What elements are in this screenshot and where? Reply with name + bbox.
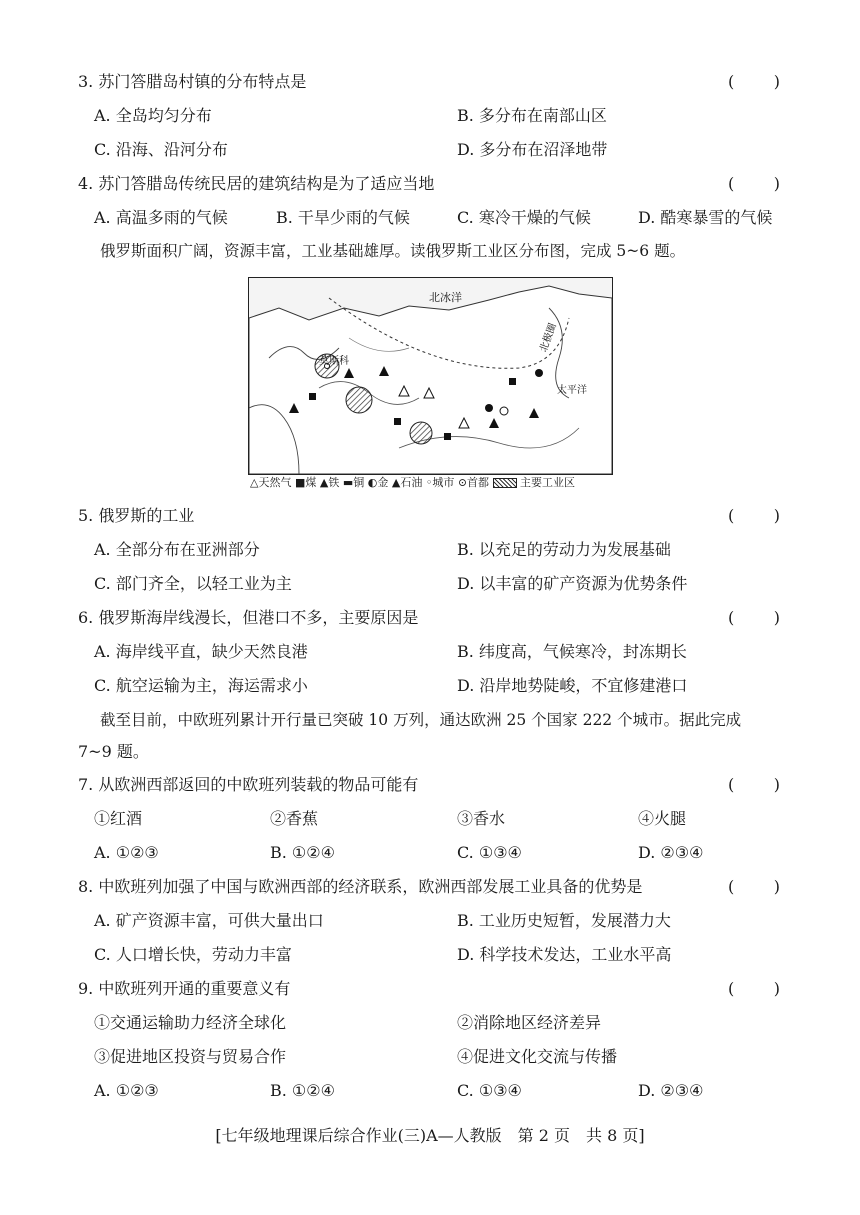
q9-answer-bracket: ( ) <box>728 979 780 998</box>
q7-option-b: B. ①②④ <box>270 843 335 862</box>
map-label-arctic-circle: 北极圈 <box>538 321 559 354</box>
legend-hatch-swatch <box>493 478 517 488</box>
legend-copper: ▬铜 <box>342 476 365 489</box>
q6-stem: 6. 俄罗斯海岸线漫长，但港口不多，主要原因是 <box>78 608 419 627</box>
q4-answer-bracket: ( ) <box>728 174 780 193</box>
q6-answer-bracket: ( ) <box>728 608 780 627</box>
q8-option-c: C. 人口增长快，劳动力丰富 <box>94 945 292 964</box>
q3-answer-bracket: ( ) <box>728 72 780 91</box>
q4-option-a: A. 高温多雨的气候 <box>94 208 228 227</box>
q9-option-a: A. ①②③ <box>94 1081 159 1100</box>
q7-item-4: ④火腿 <box>638 809 687 828</box>
intro-russia: 俄罗斯面积广阔，资源丰富，工业基础雄厚。读俄罗斯工业区分布图，完成 5~6 题。 <box>100 242 686 260</box>
q6-option-a: A. 海岸线平直，缺少天然良港 <box>94 642 308 661</box>
q4-option-d: D. 酷寒暴雪的气候 <box>638 208 773 227</box>
legend-iron: ▲铁 <box>319 476 340 489</box>
q5-option-d: D. 以丰富的矿产资源为优势条件 <box>457 574 688 593</box>
q3-option-a: A. 全岛均匀分布 <box>94 106 212 125</box>
q5-stem: 5. 俄罗斯的工业 <box>78 506 195 525</box>
q4-stem: 4. 苏门答腊岛传统民居的建筑结构是为了适应当地 <box>78 174 435 193</box>
q7-item-3: ③香水 <box>457 809 506 828</box>
map-graphic <box>249 278 612 474</box>
q8-option-a: A. 矿产资源丰富，可供大量出口 <box>94 911 324 930</box>
q7-answer-bracket: ( ) <box>728 775 780 794</box>
map-label-pacific: 太平洋 <box>557 385 587 396</box>
q7-option-d: D. ②③④ <box>638 843 704 862</box>
q9-item-4: ④促进文化交流与传播 <box>457 1047 618 1066</box>
q9-stem: 9. 中欧班列开通的重要意义有 <box>78 979 291 998</box>
q7-item-1: ①红酒 <box>94 809 143 828</box>
q8-answer-bracket: ( ) <box>728 877 780 896</box>
legend-city: ◦城市 <box>425 476 455 489</box>
q4-option-c: C. 寒冷干燥的气候 <box>457 208 591 227</box>
legend-gold: ◐金 <box>367 476 389 489</box>
intro-china-europe-railway-cont: 7~9 题。 <box>78 742 149 761</box>
russia-industry-map <box>248 277 613 475</box>
map-legend <box>250 476 575 490</box>
q9-option-b: B. ①②④ <box>270 1081 335 1100</box>
q9-item-1: ①交通运输助力经济全球化 <box>94 1013 287 1032</box>
q8-stem: 8. 中欧班列加强了中国与欧洲西部的经济联系，欧洲西部发展工业具备的优势是 <box>78 877 643 896</box>
q4-option-b: B. 干旱少雨的气候 <box>276 208 410 227</box>
q5-option-c: C. 部门齐全，以轻工业为主 <box>94 574 292 593</box>
q9-option-d: D. ②③④ <box>638 1081 704 1100</box>
q7-option-a: A. ①②③ <box>94 843 159 862</box>
map-label-moscow: 莫斯科 <box>319 356 349 367</box>
legend-capital: ⊙首都 <box>457 476 490 489</box>
legend-coal: ■煤 <box>294 476 317 489</box>
q9-option-c: C. ①③④ <box>457 1081 522 1100</box>
q3-option-c: C. 沿海、沿河分布 <box>94 140 228 159</box>
q7-stem: 7. 从欧洲西部返回的中欧班列装载的物品可能有 <box>78 775 419 794</box>
q8-option-d: D. 科学技术发达，工业水平高 <box>457 945 672 964</box>
legend-oil: ▲石油 <box>391 476 423 489</box>
q5-answer-bracket: ( ) <box>728 506 780 525</box>
q8-option-b: B. 工业历史短暂，发展潜力大 <box>457 911 671 930</box>
q3-option-d: D. 多分布在沼泽地带 <box>457 140 608 159</box>
q9-item-3: ③促进地区投资与贸易合作 <box>94 1047 287 1066</box>
q9-item-2: ②消除地区经济差异 <box>457 1013 602 1032</box>
q3-option-b: B. 多分布在南部山区 <box>457 106 607 125</box>
q7-option-c: C. ①③④ <box>457 843 522 862</box>
q6-option-b: B. 纬度高，气候寒冷，封冻期长 <box>457 642 687 661</box>
legend-industrial-zone: 主要工业区 <box>520 476 576 489</box>
q6-option-d: D. 沿岸地势陡峻，不宜修建港口 <box>457 676 688 695</box>
q7-item-2: ②香蕉 <box>270 809 319 828</box>
intro-china-europe-railway: 截至目前，中欧班列累计开行量已突破 10 万列，通达欧洲 25 个国家 222 个城市。据此完成 <box>100 711 742 729</box>
q6-option-c: C. 航空运输为主，海运需求小 <box>94 676 308 695</box>
q5-option-b: B. 以充足的劳动力为发展基础 <box>457 540 671 559</box>
q5-option-a: A. 全部分布在亚洲部分 <box>94 540 260 559</box>
map-label-arctic-ocean: 北冰洋 <box>429 291 462 304</box>
legend-natural-gas: △天然气 <box>250 476 292 489</box>
page-footer: [七年级地理课后综合作业(三)A—人教版 第 2 页 共 8 页] <box>215 1126 645 1145</box>
q3-stem: 3. 苏门答腊岛村镇的分布特点是 <box>78 72 307 91</box>
